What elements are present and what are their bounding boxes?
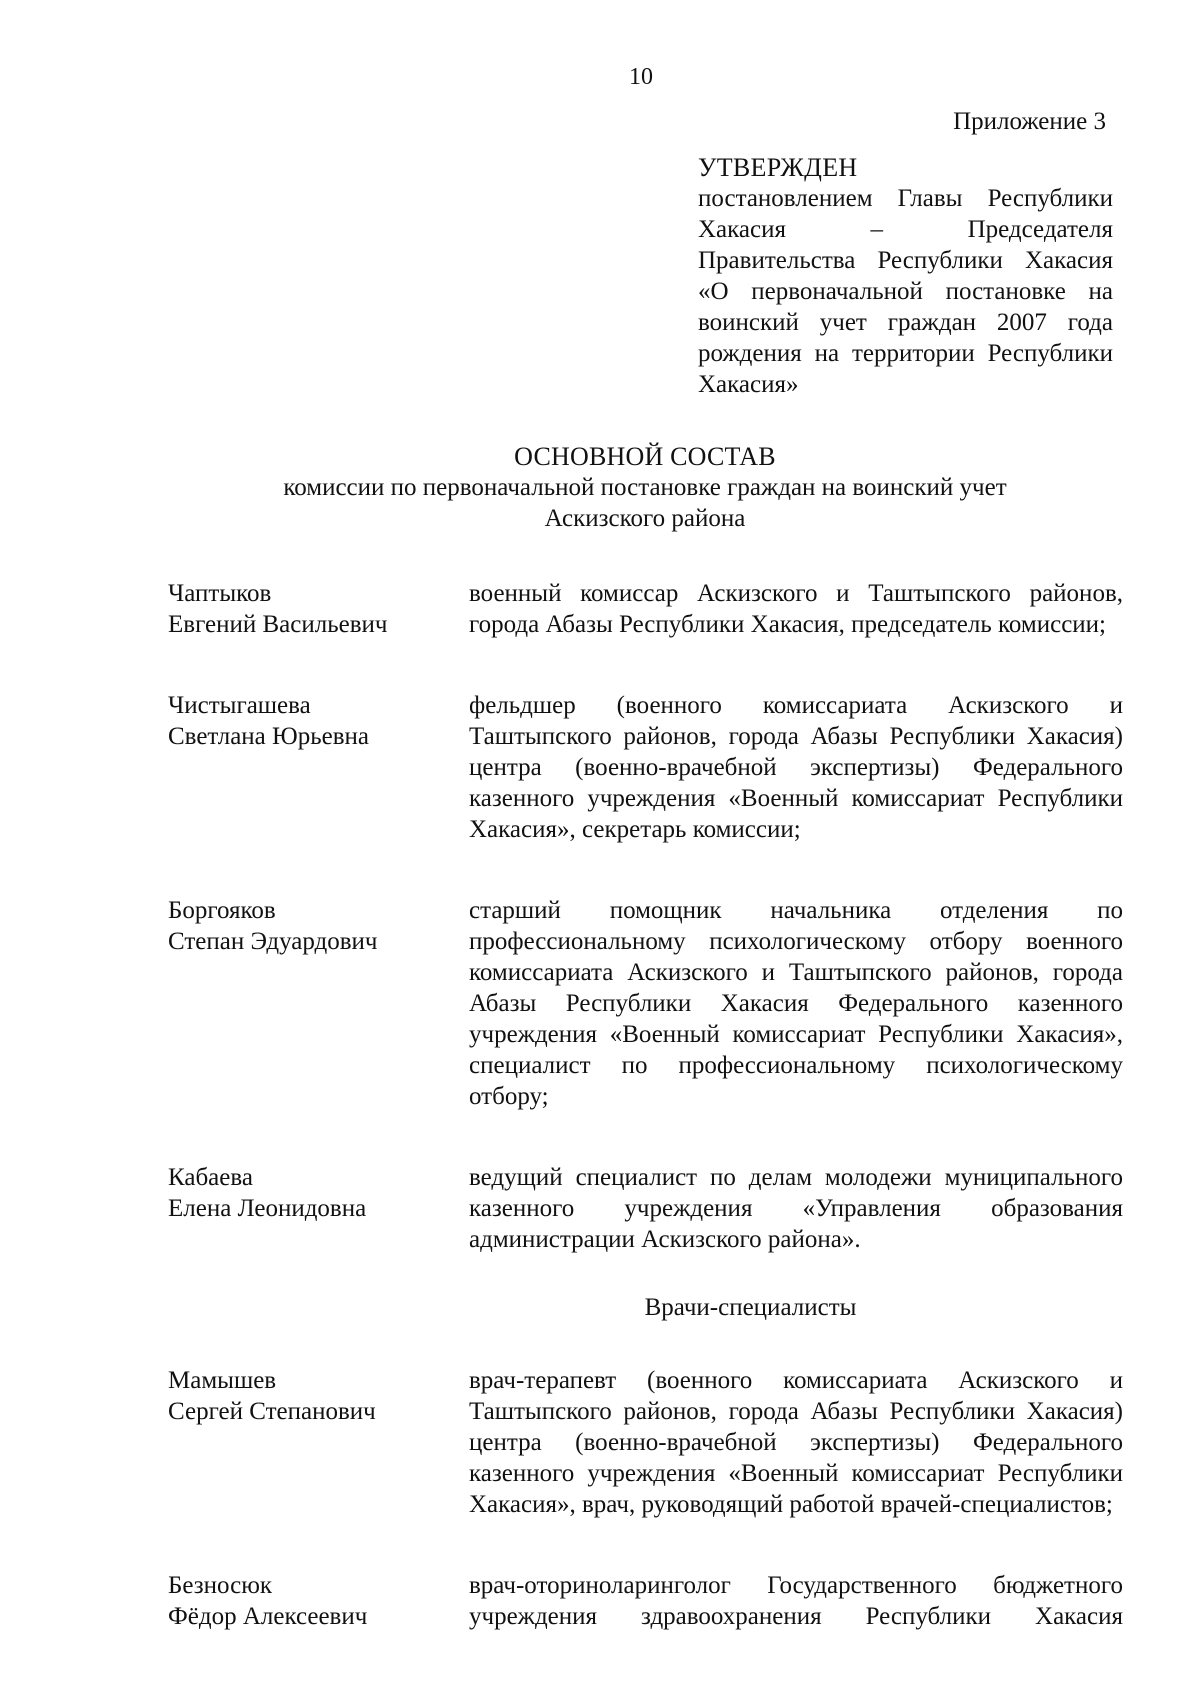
member-name — [168, 895, 469, 1112]
member-entry — [168, 690, 1123, 845]
member-surname: Боргояков — [168, 897, 276, 924]
member-given-name: Евгений Васильевич — [168, 611, 388, 638]
member-role: ведущий специалист по делам молодежи муниципального казенного учреждения «Управления образования администрации Аскизского района». — [469, 1164, 1123, 1253]
specialist-given-name: Сергей Степанович — [168, 1398, 376, 1425]
members-list — [168, 578, 1123, 1632]
specialist-given-name: Фёдор Алексеевич — [168, 1603, 368, 1630]
approval-block — [698, 152, 1113, 400]
document-heading — [0, 441, 1200, 534]
heading-line-2: Аскизского района — [544, 505, 746, 532]
member-role: фельдшер (военного комиссариата Аскизского и Таштыпского районов, города Абазы Республики Хакасия) центра (военно-врачебной экспертизы) Федерального казенного учреждения «Военный комиссариат Республики Хакасия», секретарь комиссии; — [469, 692, 1123, 843]
member-surname: Кабаева — [168, 1164, 253, 1191]
heading-line-1: комиссии по первоначальной постановке граждан на воинский учет — [283, 474, 1007, 501]
specialist-entry — [168, 1365, 1123, 1520]
specialist-surname: Мамышев — [168, 1367, 277, 1394]
appendix-label: Приложение 3 — [953, 108, 1106, 135]
approval-stamp: УТВЕРЖДЕН — [698, 153, 858, 182]
specialist-name — [168, 1365, 469, 1520]
heading-title: ОСНОВНОЙ СОСТАВ — [514, 442, 776, 471]
member-surname: Чаптыков — [168, 580, 272, 607]
member-name — [168, 578, 469, 640]
member-role: старший помощник начальника отделения по профессиональному психологическому отбору военного комиссариата Аскизского и Таштыпского районов, города Абазы Республики Хакасия Федерального казенного учреждения «Военный комиссариат Республики Хакасия», специалист по профессиональному психологическому отбору; — [469, 897, 1123, 1110]
specialist-entry — [168, 1570, 1123, 1632]
member-surname: Чистыгашева — [168, 692, 311, 719]
member-given-name: Светлана Юрьевна — [168, 723, 370, 750]
member-entry — [168, 895, 1123, 1112]
member-name — [168, 1162, 469, 1255]
specialist-surname: Безносюк — [168, 1572, 273, 1599]
member-entry — [168, 578, 1123, 640]
page-number: 10 — [629, 64, 653, 90]
specialist-role: врач-терапевт (военного комиссариата Аскизского и Таштыпского районов, города Абазы Республики Хакасия) центра (военно-врачебной экспертизы) Федерального казенного учреждения «Военный комиссариат Республики Хакасия», врач, руководящий работой врачей-специалистов; — [469, 1367, 1123, 1518]
specialist-role: врач-оториноларинголог Государственного бюджетного учреждения здравоохранения Республики Хакасия — [469, 1572, 1123, 1630]
member-role: военный комиссар Аскизского и Таштыпского районов, города Абазы Республики Хакасия, председатель комиссии; — [469, 580, 1123, 638]
approval-text: постановлением Главы Республики Хакасия – Председателя Правительства Республики Хакасия «О первоначальной постановке на воинский учет граждан 2007 года рождения на территории Республики Хакасия» — [698, 185, 1113, 398]
member-name — [168, 690, 469, 845]
member-given-name: Степан Эдуардович — [168, 928, 378, 955]
member-entry — [168, 1162, 1123, 1255]
member-given-name: Елена Леонидовна — [168, 1195, 367, 1222]
specialists-heading: Врачи-специалисты — [644, 1294, 857, 1321]
specialist-name — [168, 1570, 469, 1632]
